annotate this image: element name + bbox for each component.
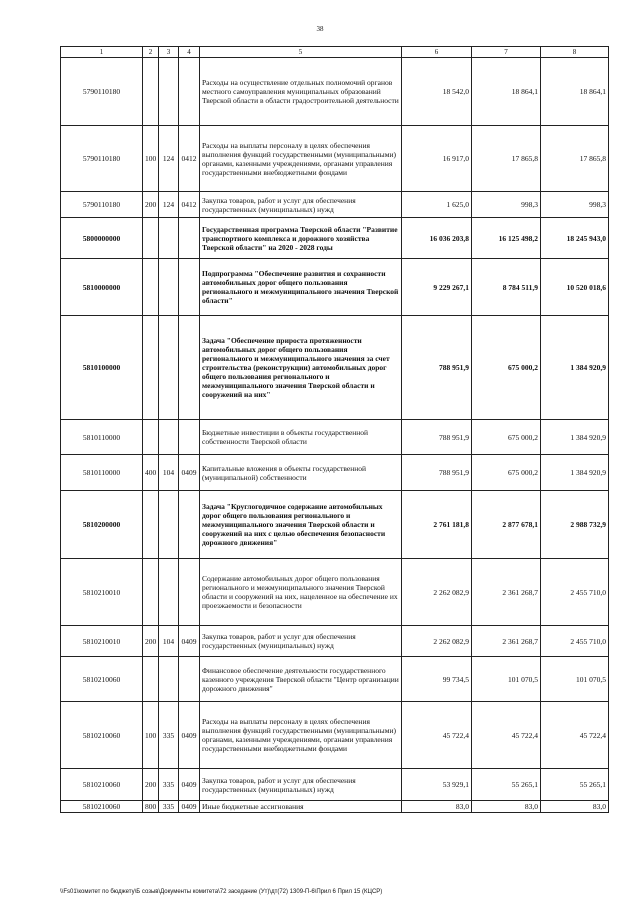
table-row (61, 192, 609, 218)
item-name-cell: Расходы на выплаты персоналу в целях обеспечения выполнения функций государственными (муниципальными) органами, казенными учреждениями, органами управления государственными внебюджетными фондами (200, 126, 402, 192)
amount-col-6-cell: 788 951,9 (402, 316, 472, 420)
column-2-cell: 100 (143, 126, 159, 192)
column-2-cell: 200 (143, 769, 159, 801)
column-2-cell: 100 (143, 702, 159, 769)
column-4-cell: 0409 (179, 702, 200, 769)
classification-code-cell: 5810210010 (61, 559, 143, 626)
column-3-cell (159, 58, 179, 126)
column-4-cell (179, 259, 200, 316)
classification-code-cell: 5810210060 (61, 702, 143, 769)
header-cell: 1 (61, 47, 143, 58)
amount-col-7-cell: 18 864,1 (472, 58, 541, 126)
item-name-cell: Бюджетные инвестиции в объекты государственной собственности Тверской области (200, 420, 402, 455)
amount-col-8-cell: 10 520 018,6 (541, 259, 609, 316)
amount-col-7-cell: 45 722,4 (472, 702, 541, 769)
column-2-cell (143, 657, 159, 702)
amount-col-7-cell: 2 361 268,7 (472, 559, 541, 626)
column-2-cell (143, 259, 159, 316)
column-4-cell (179, 420, 200, 455)
column-2-cell: 800 (143, 801, 159, 813)
page-number: 38 (316, 25, 324, 33)
amount-col-8-cell: 83,0 (541, 801, 609, 813)
table-row (61, 218, 609, 259)
column-2-cell (143, 218, 159, 259)
table-row (61, 316, 609, 420)
item-name-cell: Финансовое обеспечение деятельности государственного казенного учреждения Тверской области "Центр организации дорожного движения" (200, 657, 402, 702)
table-row (61, 491, 609, 559)
table-row (61, 657, 609, 702)
amount-col-6-cell: 45 722,4 (402, 702, 472, 769)
amount-col-8-cell: 1 384 920,9 (541, 420, 609, 455)
column-4-cell: 0412 (179, 126, 200, 192)
amount-col-8-cell: 2 455 710,0 (541, 559, 609, 626)
item-name-cell: Иные бюджетные ассигнования (200, 801, 402, 813)
budget-table (60, 46, 609, 813)
column-2-cell (143, 58, 159, 126)
column-2-cell (143, 420, 159, 455)
column-4-cell (179, 316, 200, 420)
item-name-cell: Закупка товаров, работ и услуг для обеспечения государственных (муниципальных) нужд (200, 192, 402, 218)
amount-col-8-cell: 45 722,4 (541, 702, 609, 769)
column-4-cell: 0409 (179, 801, 200, 813)
classification-code-cell: 5810210010 (61, 626, 143, 657)
column-3-cell (159, 491, 179, 559)
table-row (61, 455, 609, 491)
amount-col-8-cell: 1 384 920,9 (541, 316, 609, 420)
column-3-cell: 124 (159, 126, 179, 192)
column-4-cell: 0409 (179, 455, 200, 491)
item-name-cell: Задача "Обеспечение прироста протяженности автомобильных дорог общего пользования регионального и межмуниципального значения за счет строительства (реконструкции) автомобильных дорог общего пользования регионального и межмуниципального значения Тверской области и сооружений на них" (200, 316, 402, 420)
header-cell: 8 (541, 47, 609, 58)
classification-code-cell: 5810110000 (61, 455, 143, 491)
amount-col-7-cell: 55 265,1 (472, 769, 541, 801)
column-4-cell (179, 58, 200, 126)
classification-code-cell: 5810200000 (61, 491, 143, 559)
amount-col-6-cell: 53 929,1 (402, 769, 472, 801)
item-name-cell: Задача "Круглогодичное содержание автомобильных дорог общего пользования регионального и межмуниципального значения Тверской области и сооружений на них с целью обеспечения безопасности дорожного движения" (200, 491, 402, 559)
header-cell: 7 (472, 47, 541, 58)
classification-code-cell: 5800000000 (61, 218, 143, 259)
column-3-cell: 104 (159, 455, 179, 491)
column-3-cell (159, 559, 179, 626)
amount-col-6-cell: 16 036 203,8 (402, 218, 472, 259)
item-name-cell: Закупка товаров, работ и услуг для обеспечения государственных (муниципальных) нужд (200, 626, 402, 657)
classification-code-cell: 5810210060 (61, 769, 143, 801)
amount-col-6-cell: 2 262 082,9 (402, 626, 472, 657)
item-name-cell: Подпрограмма "Обеспечение развития и сохранности автомобильных дорог общего пользования регионального и межмуниципального значения Тверской области" (200, 259, 402, 316)
classification-code-cell: 5810210060 (61, 657, 143, 702)
amount-col-6-cell: 83,0 (402, 801, 472, 813)
column-4-cell: 0409 (179, 626, 200, 657)
amount-col-8-cell: 101 070,5 (541, 657, 609, 702)
classification-code-cell: 5790110180 (61, 58, 143, 126)
item-name-cell: Расходы на осуществление отдельных полномочий органов местного самоуправления муниципальных образований Тверской области в области градостроительной деятельности (200, 58, 402, 126)
amount-col-8-cell: 18 864,1 (541, 58, 609, 126)
header-cell: 5 (200, 47, 402, 58)
table-row (61, 801, 609, 813)
amount-col-7-cell: 998,3 (472, 192, 541, 218)
classification-code-cell: 5810100000 (61, 316, 143, 420)
header-cell: 6 (402, 47, 472, 58)
amount-col-8-cell: 2 988 732,9 (541, 491, 609, 559)
column-2-cell (143, 316, 159, 420)
item-name-cell: Закупка товаров, работ и услуг для обеспечения государственных (муниципальных) нужд (200, 769, 402, 801)
amount-col-6-cell: 788 951,9 (402, 455, 472, 491)
amount-col-6-cell: 788 951,9 (402, 420, 472, 455)
column-4-cell (179, 657, 200, 702)
amount-col-7-cell: 675 000,2 (472, 420, 541, 455)
column-3-cell (159, 316, 179, 420)
amount-col-7-cell: 2 361 268,7 (472, 626, 541, 657)
classification-code-cell: 5810000000 (61, 259, 143, 316)
column-2-cell: 200 (143, 192, 159, 218)
classification-code-cell: 5790110180 (61, 192, 143, 218)
column-4-cell: 0409 (179, 769, 200, 801)
amount-col-7-cell: 2 877 678,1 (472, 491, 541, 559)
column-3-cell (159, 657, 179, 702)
table-row (61, 626, 609, 657)
column-4-cell (179, 491, 200, 559)
classification-code-cell: 5810110000 (61, 420, 143, 455)
column-2-cell (143, 559, 159, 626)
classification-code-cell: 5810210060 (61, 801, 143, 813)
amount-col-7-cell: 675 000,2 (472, 316, 541, 420)
column-2-cell: 200 (143, 626, 159, 657)
table-row (61, 702, 609, 769)
item-name-cell: Капитальные вложения в объекты государственной (муниципальной) собственности (200, 455, 402, 491)
amount-col-6-cell: 18 542,0 (402, 58, 472, 126)
column-3-cell: 104 (159, 626, 179, 657)
column-4-cell (179, 559, 200, 626)
amount-col-7-cell: 83,0 (472, 801, 541, 813)
header-cell: 4 (179, 47, 200, 58)
amount-col-7-cell: 675 000,2 (472, 455, 541, 491)
amount-col-6-cell: 9 229 267,1 (402, 259, 472, 316)
item-name-cell: Расходы на выплаты персоналу в целях обеспечения выполнения функций государственными (муниципальными) органами, казенными учреждениями, органами управления государственными внебюджетными фондами (200, 702, 402, 769)
column-3-cell: 335 (159, 769, 179, 801)
column-3-cell: 124 (159, 192, 179, 218)
table-row (61, 769, 609, 801)
amount-col-8-cell: 55 265,1 (541, 769, 609, 801)
amount-col-8-cell: 18 245 943,0 (541, 218, 609, 259)
column-3-cell: 335 (159, 801, 179, 813)
file-path-footer: \\Fs01\комитет по бюджету\Б созыв\Документы комитета\72 заседание (Ут)\дт(72) 1309-П-6\Прил 6 Прил 15 (КЦСР) (60, 889, 383, 895)
item-name-cell: Содержание автомобильных дорог общего пользования регионального и межмуниципального значения Тверской области и сооружений на них, нацеленное на обеспечение их проезжаемости и безопасности (200, 559, 402, 626)
amount-col-7-cell: 16 125 498,2 (472, 218, 541, 259)
amount-col-8-cell: 2 455 710,0 (541, 626, 609, 657)
amount-col-6-cell: 16 917,0 (402, 126, 472, 192)
column-3-cell (159, 259, 179, 316)
table-row (61, 559, 609, 626)
column-3-cell (159, 218, 179, 259)
column-4-cell (179, 218, 200, 259)
column-2-cell: 400 (143, 455, 159, 491)
amount-col-8-cell: 17 865,8 (541, 126, 609, 192)
classification-code-cell: 5790110180 (61, 126, 143, 192)
table-row (61, 259, 609, 316)
amount-col-6-cell: 1 625,0 (402, 192, 472, 218)
column-3-cell: 335 (159, 702, 179, 769)
amount-col-6-cell: 2 761 181,8 (402, 491, 472, 559)
amount-col-8-cell: 998,3 (541, 192, 609, 218)
column-3-cell (159, 420, 179, 455)
table-row (61, 126, 609, 192)
table-header-row (61, 47, 609, 58)
amount-col-8-cell: 1 384 920,9 (541, 455, 609, 491)
table-row (61, 420, 609, 455)
amount-col-7-cell: 101 070,5 (472, 657, 541, 702)
column-4-cell: 0412 (179, 192, 200, 218)
amount-col-7-cell: 8 784 511,9 (472, 259, 541, 316)
amount-col-7-cell: 17 865,8 (472, 126, 541, 192)
amount-col-6-cell: 99 734,5 (402, 657, 472, 702)
table-row (61, 58, 609, 126)
column-2-cell (143, 491, 159, 559)
item-name-cell: Государственная программа Тверской области "Развитие транспортного комплекса и дорожного хозяйства Тверской области" на 2020 - 2028 годы (200, 218, 402, 259)
header-cell: 2 (143, 47, 159, 58)
amount-col-6-cell: 2 262 082,9 (402, 559, 472, 626)
header-cell: 3 (159, 47, 179, 58)
